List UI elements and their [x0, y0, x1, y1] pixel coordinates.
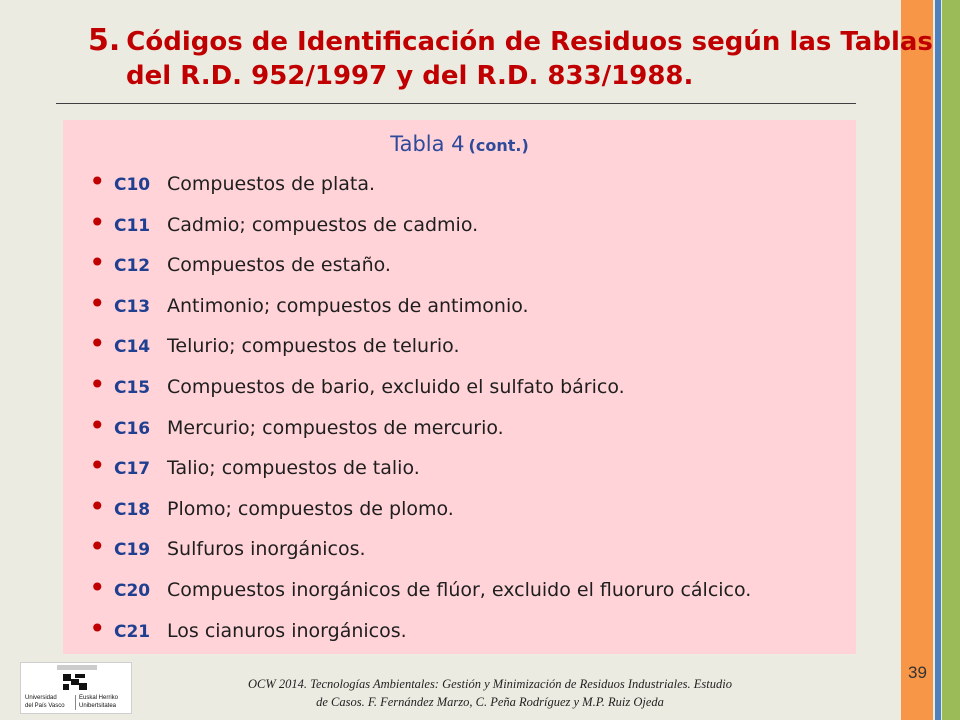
slide-title — [88, 23, 933, 93]
bullet-icon: • — [89, 611, 106, 645]
bullet-icon: • — [89, 165, 106, 198]
title-text-1: Códigos de Identificación de Residuos según las Tablas — [126, 27, 933, 57]
side-stripe-blue — [935, 0, 941, 720]
table-title: Tabla 4 — [390, 132, 465, 156]
bullet-icon: • — [89, 286, 106, 320]
footer-line-1: OCW 2014. Tecnologías Ambientales: Gestión y Minimización de Residuos Industriales. Estudio — [248, 677, 732, 691]
item-description: Antimonio; compuestos de antimonio. — [167, 294, 529, 317]
logo-text-left-2: del País Vasco — [25, 703, 65, 709]
title-divider — [56, 103, 856, 104]
table-heading — [63, 132, 856, 156]
item-code: C10 — [114, 175, 151, 195]
logo-text-left-1: Universidad — [25, 695, 57, 701]
bullet-icon: • — [89, 530, 106, 564]
bullet-icon: • — [89, 408, 106, 442]
side-stripe-orange — [901, 0, 933, 720]
logo-text-right-2: Unibertsitatea — [79, 703, 117, 709]
item-code: C15 — [114, 377, 151, 398]
university-logo — [20, 662, 132, 714]
logo-divider — [75, 695, 76, 710]
item-description: Mercurio; compuestos de mercurio. — [167, 416, 504, 439]
bullet-icon: • — [89, 367, 106, 401]
item-description: Cadmio; compuestos de cadmio. — [167, 213, 479, 236]
item-code: C19 — [114, 540, 151, 561]
item-code: C13 — [114, 296, 151, 317]
item-code: C20 — [114, 580, 151, 601]
bullet-icon: • — [89, 205, 106, 239]
title-line-1 — [88, 23, 933, 59]
item-description: Telurio; compuestos de telurio. — [167, 335, 460, 358]
item-code: C14 — [114, 337, 151, 358]
item-code: C18 — [114, 499, 151, 520]
item-description: Los cianuros inorgánicos. — [167, 619, 407, 642]
bullet-icon: • — [89, 489, 106, 523]
table-subtitle: (cont.) — [468, 136, 529, 155]
item-description: Plomo; compuestos de plomo. — [167, 497, 454, 520]
item-code: C12 — [114, 256, 151, 277]
title-number: 5. — [88, 23, 121, 58]
item-description: Compuestos de bario, excluido el sulfato bárico. — [167, 375, 625, 398]
item-description: Talio; compuestos de talio. — [167, 457, 420, 480]
table-panel — [63, 120, 856, 654]
bullet-icon: • — [89, 449, 106, 483]
bullet-icon: • — [89, 327, 106, 361]
item-code: C17 — [114, 459, 151, 480]
item-description: Compuestos de estaño. — [167, 254, 391, 277]
page-number: 39 — [908, 663, 927, 682]
logo-banner — [57, 665, 97, 670]
bullet-icon: • — [89, 246, 106, 280]
item-description: Compuestos inorgánicos de flúor, excluido el fluoruro cálcico. — [167, 578, 752, 601]
side-stripe-green — [942, 0, 960, 720]
item-code: C11 — [114, 215, 151, 236]
item-code: C16 — [114, 418, 151, 439]
footer-line-2: de Casos. F. Fernández Marzo, C. Peña Rodríguez y M.P. Ruiz Ojeda — [316, 695, 664, 709]
item-description: Sulfuros inorgánicos. — [167, 538, 366, 561]
logo-text-right-1: Euskal Herriko — [79, 695, 119, 701]
footer-citation — [140, 675, 840, 711]
bullet-icon: • — [89, 570, 106, 604]
item-description: Compuestos de plata. — [167, 173, 376, 195]
item-code: C21 — [114, 621, 151, 642]
title-line-2: del R.D. 952/1997 y del R.D. 833/1988. — [126, 61, 694, 91]
university-emblem-icon — [61, 673, 89, 691]
